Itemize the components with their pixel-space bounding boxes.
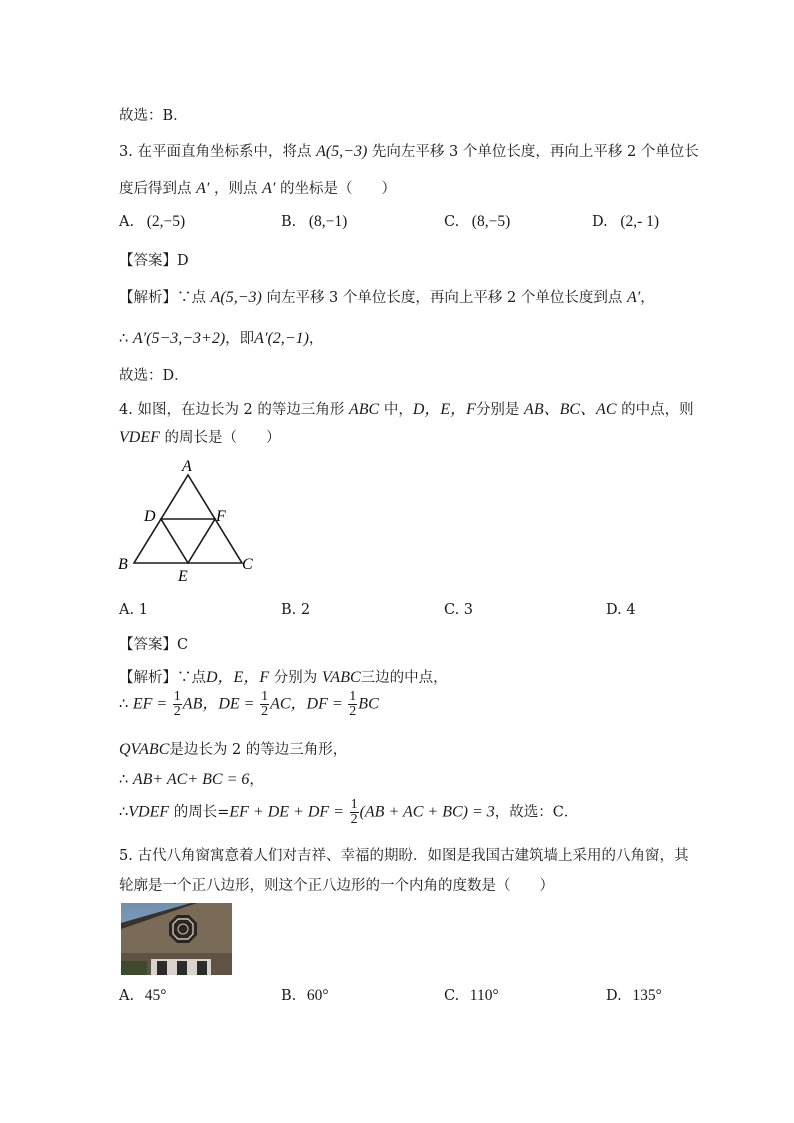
q4-analysis-line1 xyxy=(119,664,448,687)
half-fraction-4 xyxy=(350,798,359,827)
q4-stem-line2 xyxy=(119,426,280,447)
q4-answer: 【答案】C xyxy=(119,637,189,653)
q4-l3-b: 是边长为 2 的等边三角形， xyxy=(169,742,348,758)
fraction-num: 1 xyxy=(350,797,358,812)
q3-analysis-2b: A′(5−3,−3+2) xyxy=(132,330,226,347)
q4-l2-therefore: ∴ xyxy=(119,696,129,713)
q4-stem-c: 分别是 xyxy=(475,402,520,418)
q4-l3-a: QVABC xyxy=(119,741,170,758)
q4-abc: ABC xyxy=(349,401,380,418)
label-f: F xyxy=(216,508,226,525)
q4-stem-line1 xyxy=(119,396,694,419)
q4-option-b: B. 2 xyxy=(281,602,311,618)
q4-l4-c: ， xyxy=(249,772,264,788)
q3-stem-e: 的坐标是（ ） xyxy=(280,181,396,197)
q4-analysis-line5 xyxy=(119,798,578,827)
q3-option-c-letter: C. xyxy=(444,214,460,230)
q5-option-c-letter: C. xyxy=(444,988,460,1004)
q4-option-d: D. 4 xyxy=(606,602,636,618)
q4-analysis-label: 【解析】 xyxy=(119,670,177,686)
q3-option-d-value: (2,- 1) xyxy=(620,213,660,230)
q4-analysis-1d: VABC xyxy=(321,669,361,686)
fraction-num: 1 xyxy=(261,689,269,704)
q4-l5-b: VDEF xyxy=(128,803,170,821)
q5-option-d-letter: D. xyxy=(606,988,622,1004)
q5-option-b-letter: B. xyxy=(281,988,297,1004)
q3-analysis-point: A(5,−3) xyxy=(210,289,262,306)
q4-l2-ef: EF = xyxy=(132,695,168,713)
q3-point-a: A(5,−3) xyxy=(316,143,368,160)
q4-l5-a: ∴ xyxy=(119,804,129,821)
q5-option-c xyxy=(444,987,499,1005)
q3-analysis-2e: ， xyxy=(308,331,324,347)
q3-a-prime-2: A′ xyxy=(262,180,276,197)
q3-analysis-1a: ∵点 xyxy=(177,290,206,306)
q4-option-c: C. 3 xyxy=(444,602,474,618)
q3-option-a-value: (2,−5) xyxy=(146,213,186,230)
fraction-den: 2 xyxy=(350,812,358,827)
half-fraction-2 xyxy=(260,690,269,719)
q3-analysis-2a: ∴ xyxy=(119,331,129,347)
q3-analysis-2c: ，即 xyxy=(225,331,255,347)
q3-stem-line1 xyxy=(119,140,699,161)
label-d: D xyxy=(144,508,156,525)
q4-analysis-line2 xyxy=(119,690,379,719)
q3-option-b-letter: B. xyxy=(281,214,297,230)
q3-answer: 【答案】D xyxy=(119,253,189,269)
q3-analysis-line1 xyxy=(119,286,655,307)
q3-stem-line2 xyxy=(119,177,396,198)
q4-vdef: VDEF xyxy=(119,429,160,446)
q3-option-a xyxy=(119,213,185,231)
q4-mid-list: AB、BC、AC xyxy=(524,401,617,418)
q5-option-b-value: 60° xyxy=(306,987,329,1004)
q4-stem-b: 中， xyxy=(383,402,413,418)
q3-option-d xyxy=(592,213,659,231)
q4-analysis-1a: ∵点 xyxy=(177,670,206,686)
q2-conclusion: 故选：B． xyxy=(119,108,188,124)
q5-option-a-letter: A. xyxy=(119,988,135,1004)
label-e: E xyxy=(178,568,188,585)
q3-option-d-letter: D. xyxy=(592,214,608,230)
q4-l4-a: ∴ xyxy=(119,772,129,788)
label-b: B xyxy=(118,556,128,573)
q3-analysis-1b: 向左平移 3 个单位长度，再向上平移 2 个单位长度到点 xyxy=(266,290,623,306)
q4-l5-e: (AB + AC + BC) = 3 xyxy=(359,803,495,821)
q3-option-c xyxy=(444,213,510,231)
q4-analysis-1c: 分别为 xyxy=(273,670,318,686)
q4-l2-df: ，DF = xyxy=(290,695,343,713)
q3-option-b-value: (8,−1) xyxy=(308,213,348,230)
q3-conclusion: 故选：D． xyxy=(119,368,189,384)
fraction-num: 1 xyxy=(349,689,357,704)
q3-analysis-line2 xyxy=(119,327,323,348)
q4-l5-f: ，故选：C． xyxy=(494,804,579,821)
q4-triangle-figure xyxy=(112,455,262,585)
label-c: C xyxy=(242,556,253,573)
q4-l2-ac: AC xyxy=(270,695,291,713)
q4-l5-c: 的周长= xyxy=(169,804,230,821)
q3-option-a-letter: A. xyxy=(119,214,135,230)
label-a: A xyxy=(182,458,192,475)
q5-option-a xyxy=(119,987,166,1005)
q4-l2-bc: BC xyxy=(358,695,379,713)
q4-def-list: D，E，F xyxy=(412,401,476,418)
q3-analysis-comma: ， xyxy=(640,290,655,306)
q4-l2-ab: AB xyxy=(182,695,203,713)
q5-option-a-value: 45° xyxy=(144,987,167,1004)
q4-option-a: A. 1 xyxy=(119,602,148,618)
q5-option-d xyxy=(606,987,662,1005)
half-fraction-1 xyxy=(173,690,182,719)
q5-stem-line2: 轮廓是一个正八边形，则这个正八边形的一个内角的度数是（ ） xyxy=(119,878,554,894)
q4-analysis-1e: 三边的中点， xyxy=(360,670,448,686)
q5-option-b xyxy=(281,987,329,1005)
octagonal-window-photo xyxy=(121,903,232,975)
q3-stem-b: 先向左平移 3 个单位长度，再向上平移 2 个单位长 xyxy=(371,144,699,160)
fraction-den: 2 xyxy=(261,704,269,719)
half-fraction-3 xyxy=(348,690,357,719)
q4-l5-d: EF + DE + DF = xyxy=(229,803,344,821)
q3-option-c-value: (8,−5) xyxy=(471,213,511,230)
q3-analysis-2d: A′(2,−1) xyxy=(254,330,309,347)
q4-stem-d: 的中点，则 xyxy=(621,402,694,418)
q3-stem-d: ，则点 xyxy=(214,181,258,197)
q3-a-prime-1: A′ xyxy=(196,180,210,197)
q4-l4-b: AB+ AC+ BC = 6 xyxy=(132,771,250,788)
q3-option-b xyxy=(281,213,347,231)
q3-stem-c: 度后得到点 xyxy=(119,181,192,197)
fraction-den: 2 xyxy=(349,704,357,719)
q4-analysis-1b: D，E，F xyxy=(206,669,270,686)
q5-option-c-value: 110° xyxy=(469,987,499,1004)
q4-analysis-line4 xyxy=(119,768,264,789)
fraction-den: 2 xyxy=(173,704,181,719)
q4-stem-a: 4. 如图，在边长为 2 的等边三角形 xyxy=(119,402,345,418)
q4-l2-de: ，DE = xyxy=(202,695,255,713)
q4-stem2-b: 的周长是（ ） xyxy=(159,430,281,446)
q3-analysis-label: 【解析】 xyxy=(119,290,177,306)
q3-analysis-a-prime: A′ xyxy=(626,289,641,306)
q5-stem-line1: 5. 古代八角窗寓意着人们对吉祥、幸福的期盼．如图是我国古建筑墙上采用的八角窗，其 xyxy=(119,848,689,864)
fraction-num: 1 xyxy=(173,689,181,704)
q3-stem-a: 3. 在平面直角坐标系中，将点 xyxy=(119,144,312,160)
triangle-def xyxy=(161,519,215,563)
q4-analysis-line3 xyxy=(119,738,347,759)
q5-option-d-value: 135° xyxy=(632,987,662,1004)
